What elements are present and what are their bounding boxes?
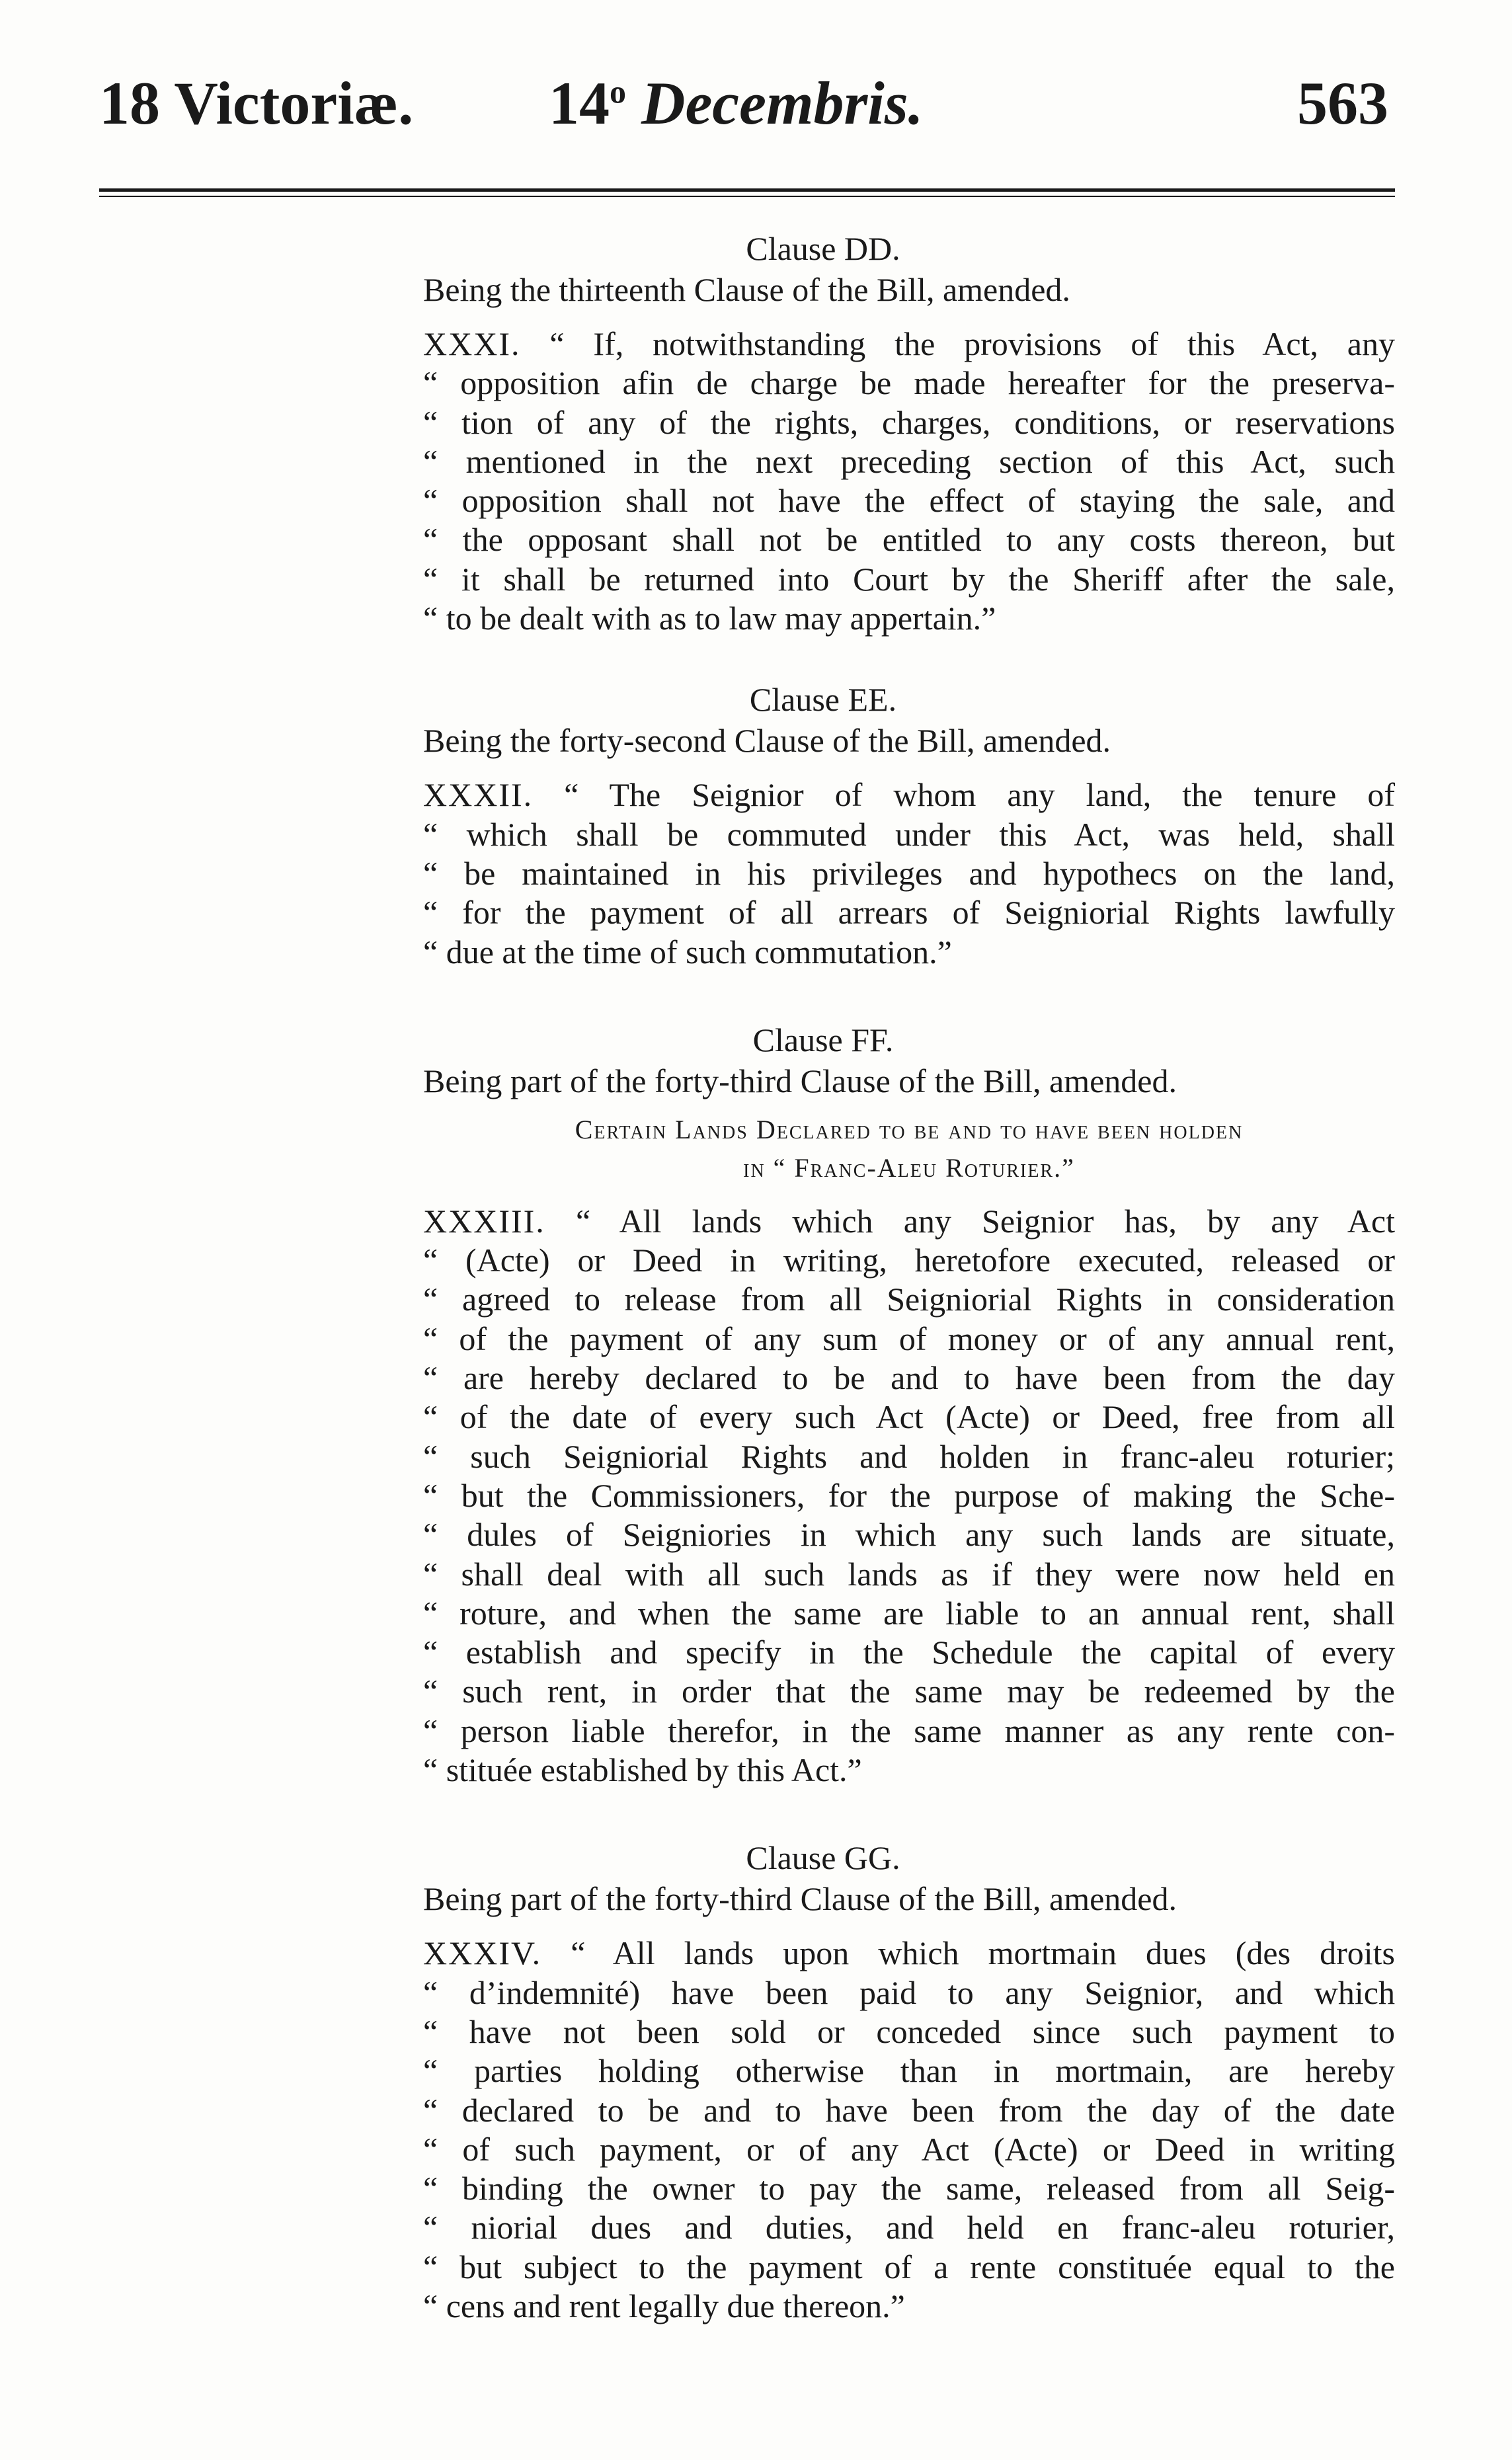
section-line: “ opposition shall not have the effect of staying the sale, and: [423, 482, 1395, 520]
marginal-heading-line: Certain Lands Declared to be and to have been holden: [575, 1114, 1244, 1144]
section-body: [423, 325, 1395, 638]
clause-title: Clause GG.: [746, 1839, 900, 1877]
marginal-heading-line: in “ Franc-Aleu Roturier.”: [743, 1152, 1075, 1183]
section-line: “ it shall be returned into Court by the Sheriff after the sale,: [423, 560, 1395, 598]
header-date: [549, 69, 924, 137]
section-line: “ agreed to release from all Seigniorial Rights in consideration: [423, 1281, 1395, 1318]
section-line: “ tion of any of the rights, charges, conditions, or reservations: [423, 403, 1395, 441]
section-line: “ binding the owner to pay the same, released from all Seig-: [423, 2170, 1395, 2207]
section-line: “ are hereby declared to be and to have been from the day: [423, 1359, 1395, 1397]
section-line: “ such rent, in order that the same may be redeemed by the: [423, 1673, 1395, 1710]
section-line: XXXIII. “ All lands which any Seignior has, by any Act: [423, 1202, 1396, 1240]
clause-title: Clause EE.: [749, 681, 897, 719]
section-line: “ niorial dues and duties, and held en franc-aleu roturier,: [423, 2209, 1395, 2246]
section-line: XXXIV. “ All lands upon which mortmain dues (des droits: [423, 1934, 1396, 1972]
section-line: “ but subject to the payment of a rente constituée equal to the: [423, 2248, 1395, 2285]
section-line: “ stituée established by this Act.”: [423, 1751, 862, 1789]
section-line: “ shall deal with all such lands as if they were now held en: [423, 1555, 1395, 1593]
section-line: “ have not been sold or conceded since such payment to: [423, 2012, 1395, 2050]
section-line: “ cens and rent legally due thereon.”: [423, 2287, 905, 2324]
page-number: 563: [1297, 69, 1388, 137]
clause-subtitle: Being the forty-second Clause of the Bill, amended.: [423, 722, 1111, 760]
clause-subtitle: Being part of the forty-third Clause of the Bill, amended.: [423, 1880, 1177, 1918]
section-number: XXXIII.: [423, 1202, 545, 1240]
section-line: “ (Acte) or Deed in writing, heretofore executed, released or: [423, 1242, 1395, 1279]
date-month: Decembris.: [641, 69, 924, 137]
marginal-heading: [423, 1111, 1395, 1187]
section-line: “ opposition afin de charge be made hereafter for the preserva-: [423, 364, 1395, 402]
section-body: [423, 775, 1395, 971]
clause-gg: [423, 1837, 1395, 2326]
section-line: “ which shall be commuted under this Act, was held, shall: [423, 815, 1395, 853]
clause-dd: [423, 228, 1395, 638]
section-line: XXXII. “ The Seignior of whom any land, the tenure of: [423, 776, 1395, 814]
section-body: [423, 1202, 1395, 1790]
clause-ee: [423, 679, 1395, 971]
section-line: “ d’indemnité) have been paid to any Seignior, and which: [423, 1973, 1395, 2011]
clause-subtitle: Being part of the forty-third Clause of the Bill, amended.: [423, 1062, 1177, 1099]
section-line: “ roture, and when the same are liable to an annual rent, shall: [423, 1594, 1395, 1632]
section-body: [423, 1934, 1395, 2326]
section-number: XXXII.: [423, 776, 534, 814]
section-line: “ such Seigniorial Rights and holden in franc-aleu roturier;: [423, 1437, 1395, 1475]
section-number: XXXIV.: [423, 1934, 542, 1972]
page-header: [99, 69, 1388, 152]
section-line: “ the opposant shall not be entitled to any costs thereon, but: [423, 521, 1395, 559]
section-line: “ dules of Seigniories in which any such lands are situate,: [423, 1516, 1395, 1554]
date-day: 14: [549, 69, 610, 137]
page-body: [423, 228, 1395, 2326]
section-line: “ declared to be and to have been from the day of the date: [423, 2091, 1395, 2129]
regnal-year: 18 Victoriæ.: [99, 69, 414, 137]
clause-subtitle: Being the thirteenth Clause of the Bill, amended.: [423, 271, 1070, 308]
clause-title: Clause DD.: [746, 230, 900, 267]
section-line: “ mentioned in the next preceding section of this Act, such: [423, 442, 1395, 480]
section-line: “ parties holding otherwise than in mortmain, are hereby: [423, 2052, 1395, 2090]
section-line: “ establish and specify in the Schedule the capital of every: [423, 1634, 1395, 1671]
section-line: “ person liable therefor, in the same manner as any rente con-: [423, 1712, 1395, 1749]
section-number: XXXI.: [423, 325, 521, 362]
section-line: “ for the payment of all arrears of Seigniorial Rights lawfully: [423, 894, 1395, 932]
section-line: “ due at the time of such commutation.”: [423, 933, 952, 971]
section-line: “ but the Commissioners, for the purpose of making the Sche-: [423, 1476, 1395, 1514]
section-line: “ of the date of every such Act (Acte) or Deed, free from all: [423, 1398, 1395, 1436]
section-line: “ be maintained in his privileges and hypothecs on the land,: [423, 854, 1395, 892]
header-rule-thick: [99, 188, 1395, 192]
section-line: “ of the payment of any sum of money or of any annual rent,: [423, 1320, 1395, 1357]
clause-title: Clause FF.: [752, 1021, 894, 1058]
section-line: “ to be dealt with as to law may appertain.”: [423, 600, 996, 637]
clause-ff: [423, 1019, 1395, 1790]
section-line: “ of such payment, or of any Act (Acte) or Deed in writing: [423, 2130, 1395, 2168]
date-day-ordinal: o: [610, 73, 626, 110]
header-rule-thin: [99, 196, 1395, 197]
section-line: XXXI. “ If, notwithstanding the provisions of this Act, any: [423, 325, 1395, 362]
